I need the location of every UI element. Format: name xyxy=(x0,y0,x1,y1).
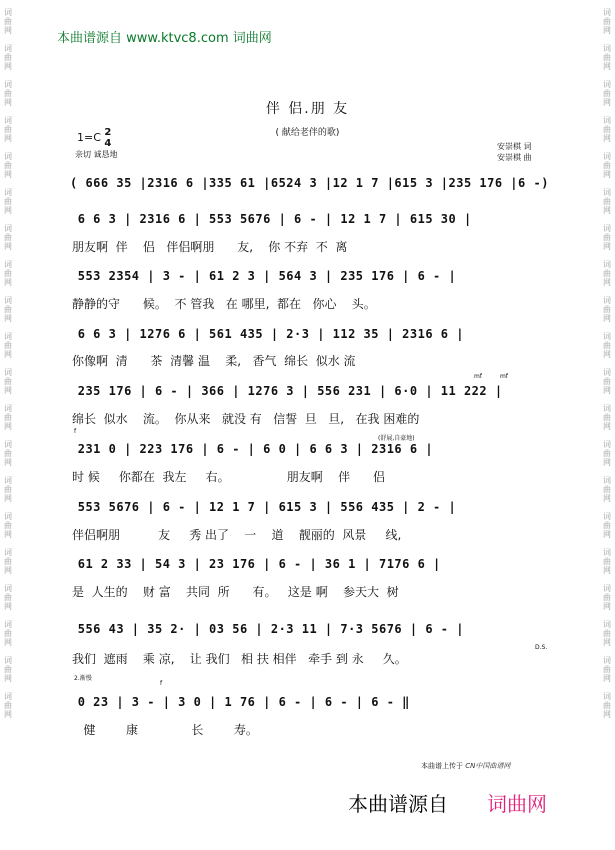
time-signature xyxy=(104,127,111,149)
score-line-notes: 61 2 33 | 54 3 | 23 176 | 6 - | 36 1 | 7176 6 | xyxy=(70,557,441,571)
dynamic-mark: mf xyxy=(500,373,508,380)
upload-note xyxy=(421,761,510,771)
song-title: 伴 侣.朋 友 xyxy=(265,101,350,117)
footer-brand-site: 词曲网 xyxy=(487,792,547,816)
score-line-notes: 553 5676 | 6 - | 12 1 7 | 615 3 | 556 435 | 2 - | xyxy=(70,500,457,514)
score-line-lyrics: 朋友啊 伴 侣 伴侣啊朋 友, 你 不弃 不 离 xyxy=(72,240,348,254)
score-line-notes: 6 6 3 | 2316 6 | 553 5676 | 6 - | 12 1 7 | 615 30 | xyxy=(70,212,472,226)
mood-marking: 亲切 诚恳地 xyxy=(75,150,118,159)
score-line-lyrics: 时 候 你都在 我左 右。 朋友啊 伴 侣 xyxy=(72,470,385,484)
score-line-notes: 6 6 3 | 1276 6 | 561 435 | 2·3 | 112 35 | 2316 6 | xyxy=(70,327,464,341)
dynamic-mark: f xyxy=(74,428,77,435)
footer-brand-source: 本曲谱源自 xyxy=(348,792,448,816)
score-line-lyrics: 我们 遮雨 乘 凉, 让 我们 相 扶 相伴 牵手 到 永 久。 xyxy=(72,652,407,666)
upload-prefix: 本曲谱上传于 xyxy=(421,762,463,770)
song-subtitle: ( 献给老伴的歌) xyxy=(275,128,340,138)
score-line-lyrics: 健 康 长 寿。 xyxy=(72,723,258,737)
key-prefix: 1=C xyxy=(77,131,101,144)
time-top: 2 xyxy=(104,127,112,138)
score-line-lyrics: 你像啊 清 茶 清馨 温 柔, 香气 绵长 似水 流 xyxy=(72,354,356,368)
key-signature xyxy=(77,127,111,149)
segno-expression: (舒展,自豪地) xyxy=(378,435,415,442)
header-site-text: 本曲谱源自 www.ktvc8.com 词曲网 xyxy=(57,31,272,46)
right-watermark-column: 词 曲 网 词 曲 网 词 曲 网 词 曲 网 词 曲 网 词 曲 网 词 曲 网 词 曲 网 词 曲 网 词 曲 网 词 曲 网 词 曲 网 词 曲 网 词 曲 网 词 曲 网 词 曲 网 词 曲 网 词 曲 网 词 曲 网 词 曲 网 xyxy=(603,8,611,719)
ending-bracket-label: 2.渐慢 xyxy=(74,675,92,682)
score-line-notes: 0 23 | 3 - | 3 0 | 1 76 | 6 - | 6 - | 6 - ‖ xyxy=(70,695,410,709)
score-line-notes: 235 176 | 6 - | 366 | 1276 3 | 556 231 | 6·0 | 11 222 | xyxy=(70,384,503,398)
score-line-lyrics: 绵长 似水 流。 你从来 就没 有 信誓 旦 旦, 在我 困难的 xyxy=(72,412,420,426)
score-line-lyrics: 静静的守 候。 不 管我 在 哪里, 都在 你心 头。 xyxy=(72,297,376,311)
dynamic-mark: mf xyxy=(474,373,482,380)
score-line-lyrics: 是 人生的 财 富 共同 所 有。 这是 啊 参天大 树 xyxy=(72,585,399,599)
score-line-notes: 231 0 | 223 176 | 6 - | 6 0 | 6 6 3 | 2316 6 | xyxy=(70,442,434,456)
score-line-lyrics: 伴侣啊朋 友 秀 出了 一 道 靓丽的 风景 线, xyxy=(72,528,402,542)
lyricist-credit: 安崇棋 词 xyxy=(497,142,532,151)
ds-mark: D.S. xyxy=(535,644,548,651)
time-bottom: 4 xyxy=(104,138,112,149)
upload-site: CN中国曲谱网 xyxy=(465,762,511,770)
composer-credit: 安崇棋 曲 xyxy=(497,153,532,162)
score-line-notes: 556 43 | 35 2· | 03 56 | 2·3 11 | 7·3 5676 | 6 - | xyxy=(70,622,464,636)
left-watermark-column: 词 曲 网 词 曲 网 词 曲 网 词 曲 网 词 曲 网 词 曲 网 词 曲 网 词 曲 网 词 曲 网 词 曲 网 词 曲 网 词 曲 网 词 曲 网 词 曲 网 词 曲 网 词 曲 网 词 曲 网 词 曲 网 词 曲 网 词 曲 网 xyxy=(4,8,12,719)
score-line-notes: 553 2354 | 3 - | 61 2 3 | 564 3 | 235 176 | 6 - | xyxy=(70,269,457,283)
dynamic-mark: f xyxy=(160,680,163,687)
score-line-notes: ( 666 35 |2316 6 |335 61 |6524 3 |12 1 7 |615 3 |235 176 |6 -) xyxy=(70,176,549,190)
